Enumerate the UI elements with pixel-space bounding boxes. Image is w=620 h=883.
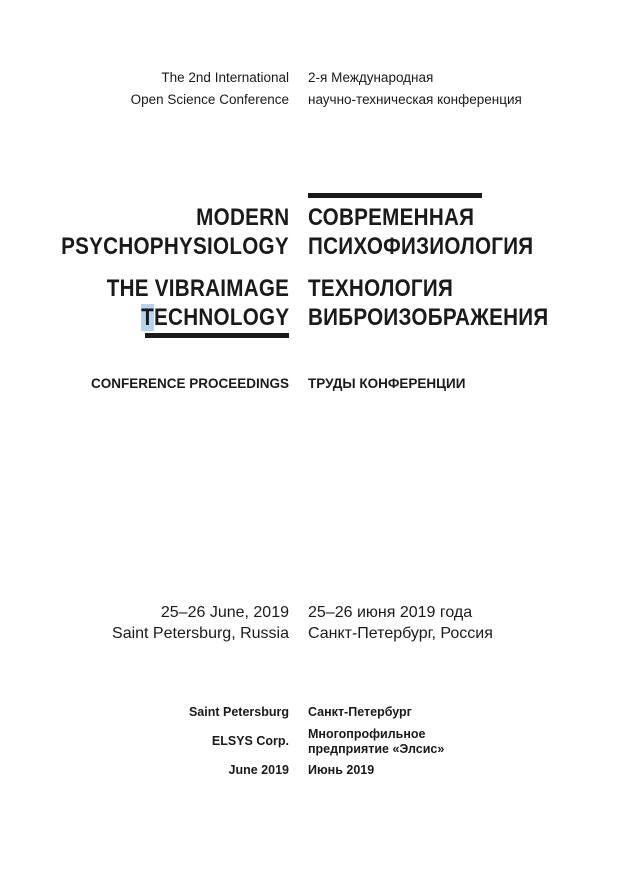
title-ru-line2: ПСИХОФИЗИОЛОГИЯ [308,233,534,260]
conference-name-ru [308,67,522,111]
event-place-en: Saint Petersburg, Russia [112,625,289,642]
title-ru-line1: СОВРЕМЕННАЯ [308,204,475,231]
event-en [112,602,289,644]
title-ru-line4: ВИБРОИЗОБРАЖЕНИЯ [308,304,549,331]
title-en-line2: PSYCHOPHYSIOLOGY [61,233,289,260]
event-place-ru: Санкт-Петербург, Россия [308,625,493,642]
title-en-line4 [141,303,289,332]
imprint-publisher-en: ELSYS Corp. [211,734,289,748]
title-top-rule [308,193,482,198]
event-ru [308,602,493,644]
imprint-date-en: June 2019 [228,763,289,777]
title-en-line4-rest: ECHNOLOGY [153,304,289,331]
proceedings-ru: ТРУДЫ КОНФЕРЕНЦИИ [308,376,466,391]
conference-name-en [131,67,289,111]
event-date-ru: 25–26 июня 2019 года [308,604,473,621]
conference-name-ru-line2: научно-техническая конференция [308,92,522,107]
imprint-publisher-ru [308,727,444,757]
imprint-city-ru: Санкт-Петербург [308,705,412,719]
proceedings-en: CONFERENCE PROCEEDINGS [90,376,289,391]
conference-name-ru-line1: 2-я Международная [308,70,434,85]
title-bottom-rule [145,333,289,338]
imprint-date-ru: Июнь 2019 [308,763,375,777]
imprint-publisher-ru-line2: предприятие «Элсис» [308,742,445,756]
title-en-line1: MODERN [195,204,289,231]
conference-name-en-line2: Open Science Conference [130,92,289,107]
title-ru-line3: ТЕХНОЛОГИЯ [308,275,454,302]
imprint-publisher-ru-line1: Многопрофильное [308,727,426,741]
highlighted-letter: T [140,304,154,331]
conference-name-en-line1: The 2nd International [161,70,289,85]
event-date-en: 25–26 June, 2019 [160,604,289,621]
title-en-line3: THE VIBRAIMAGE [106,275,289,302]
imprint-city-en: Saint Petersburg [188,705,289,719]
